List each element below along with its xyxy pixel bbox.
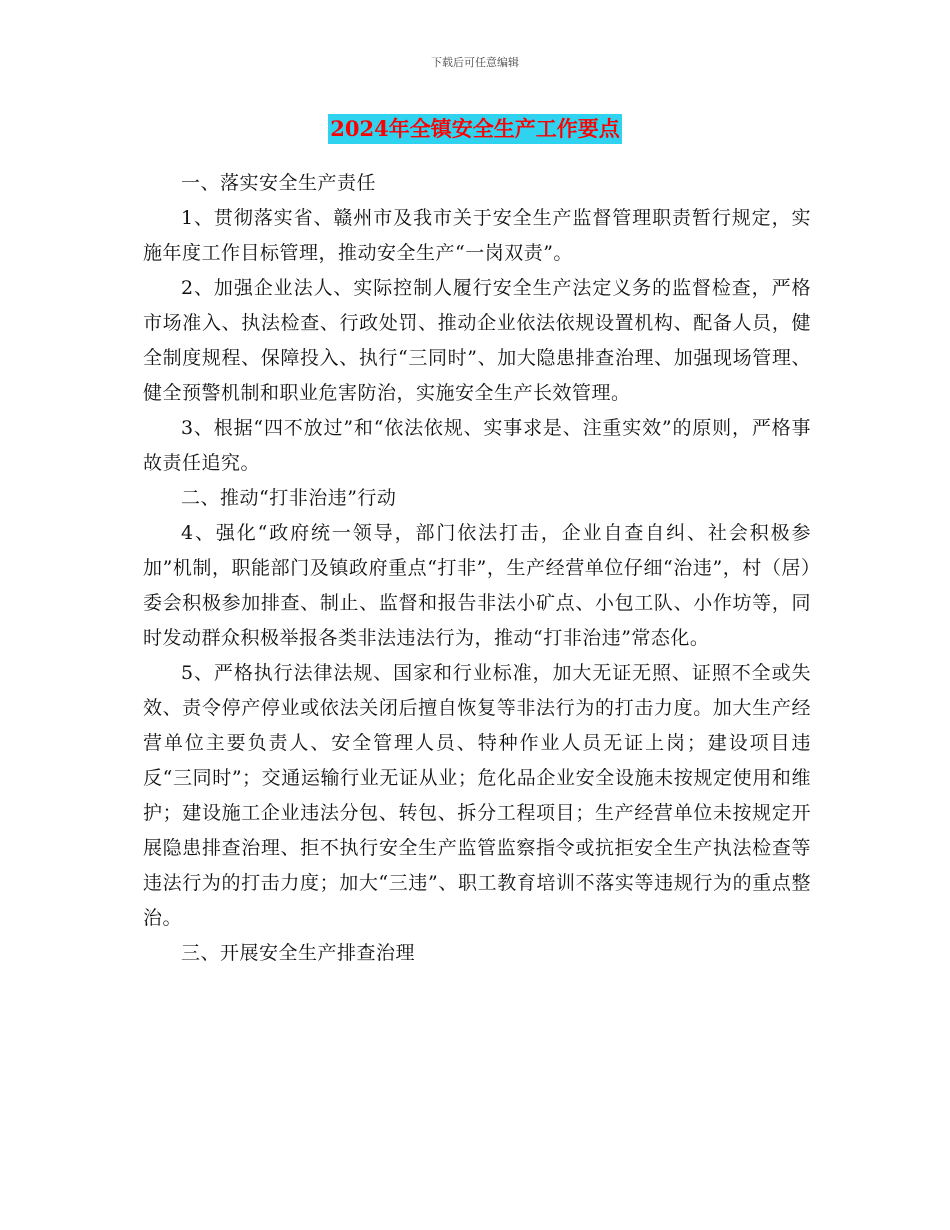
document-body bbox=[143, 166, 811, 971]
title-container bbox=[0, 114, 950, 144]
paragraph-item-5: 5、严格执行法律法规、国家和行业标准，加大无证无照、证照不全或失效、责令停产停业或依法关闭后擅自恢复等非法行为的打击力度。加大生产经营单位主要负责人、安全管理人员、特种作业人员无证上岗；建设项目违反“三同时”；交通运输行业无证从业；危化品企业安全设施未按规定使用和维护；建设施工企业违法分包、转包、拆分工程项目；生产经营单位未按规定开展隐患排查治理、拒不执行安全生产监管监察指令或抗拒安全生产执法检查等违法行为的打击力度；加大“三违”、职工教育培训不落实等违规行为的重点整治。 bbox=[143, 662, 811, 929]
page-header-note: 下载后可任意编辑 bbox=[431, 56, 519, 69]
section-heading-3: 三、开展安全生产排查治理 bbox=[181, 942, 416, 964]
section-heading-1: 一、落实安全生产责任 bbox=[181, 172, 377, 194]
paragraph-item-2: 2、加强企业法人、实际控制人履行安全生产法定义务的监督检查，严格市场准入、执法检查、行政处罚、推动企业依法依规设置机构、配备人员，健全制度规程、保障投入、执行“三同时”、加大隐患排查治理、加强现场管理、健全预警机制和职业危害防治，实施安全生产长效管理。 bbox=[143, 277, 811, 404]
paragraph-item-3: 3、根据“四不放过”和“依法依规、实事求是、注重实效”的原则，严格事故责任追究。 bbox=[143, 417, 811, 474]
document-title: 2024年全镇安全生产工作要点 bbox=[328, 114, 621, 144]
section-heading-2: 二、推动“打非治违”行动 bbox=[181, 487, 397, 509]
paragraph-item-1: 1、贯彻落实省、赣州市及我市关于安全生产监督管理职责暂行规定，实施年度工作目标管理，推动安全生产“一岗双责”。 bbox=[143, 207, 811, 264]
paragraph-item-4: 4、强化“政府统一领导，部门依法打击，企业自查自纠、社会积极参加”机制，职能部门及镇政府重点“打非”，生产经营单位仔细“治违”，村（居）委会积极参加排查、制止、监督和报告非法小矿点、小包工队、小作坊等，同时发动群众积极举报各类非法违法行为，推动“打非治违”常态化。 bbox=[143, 522, 811, 649]
